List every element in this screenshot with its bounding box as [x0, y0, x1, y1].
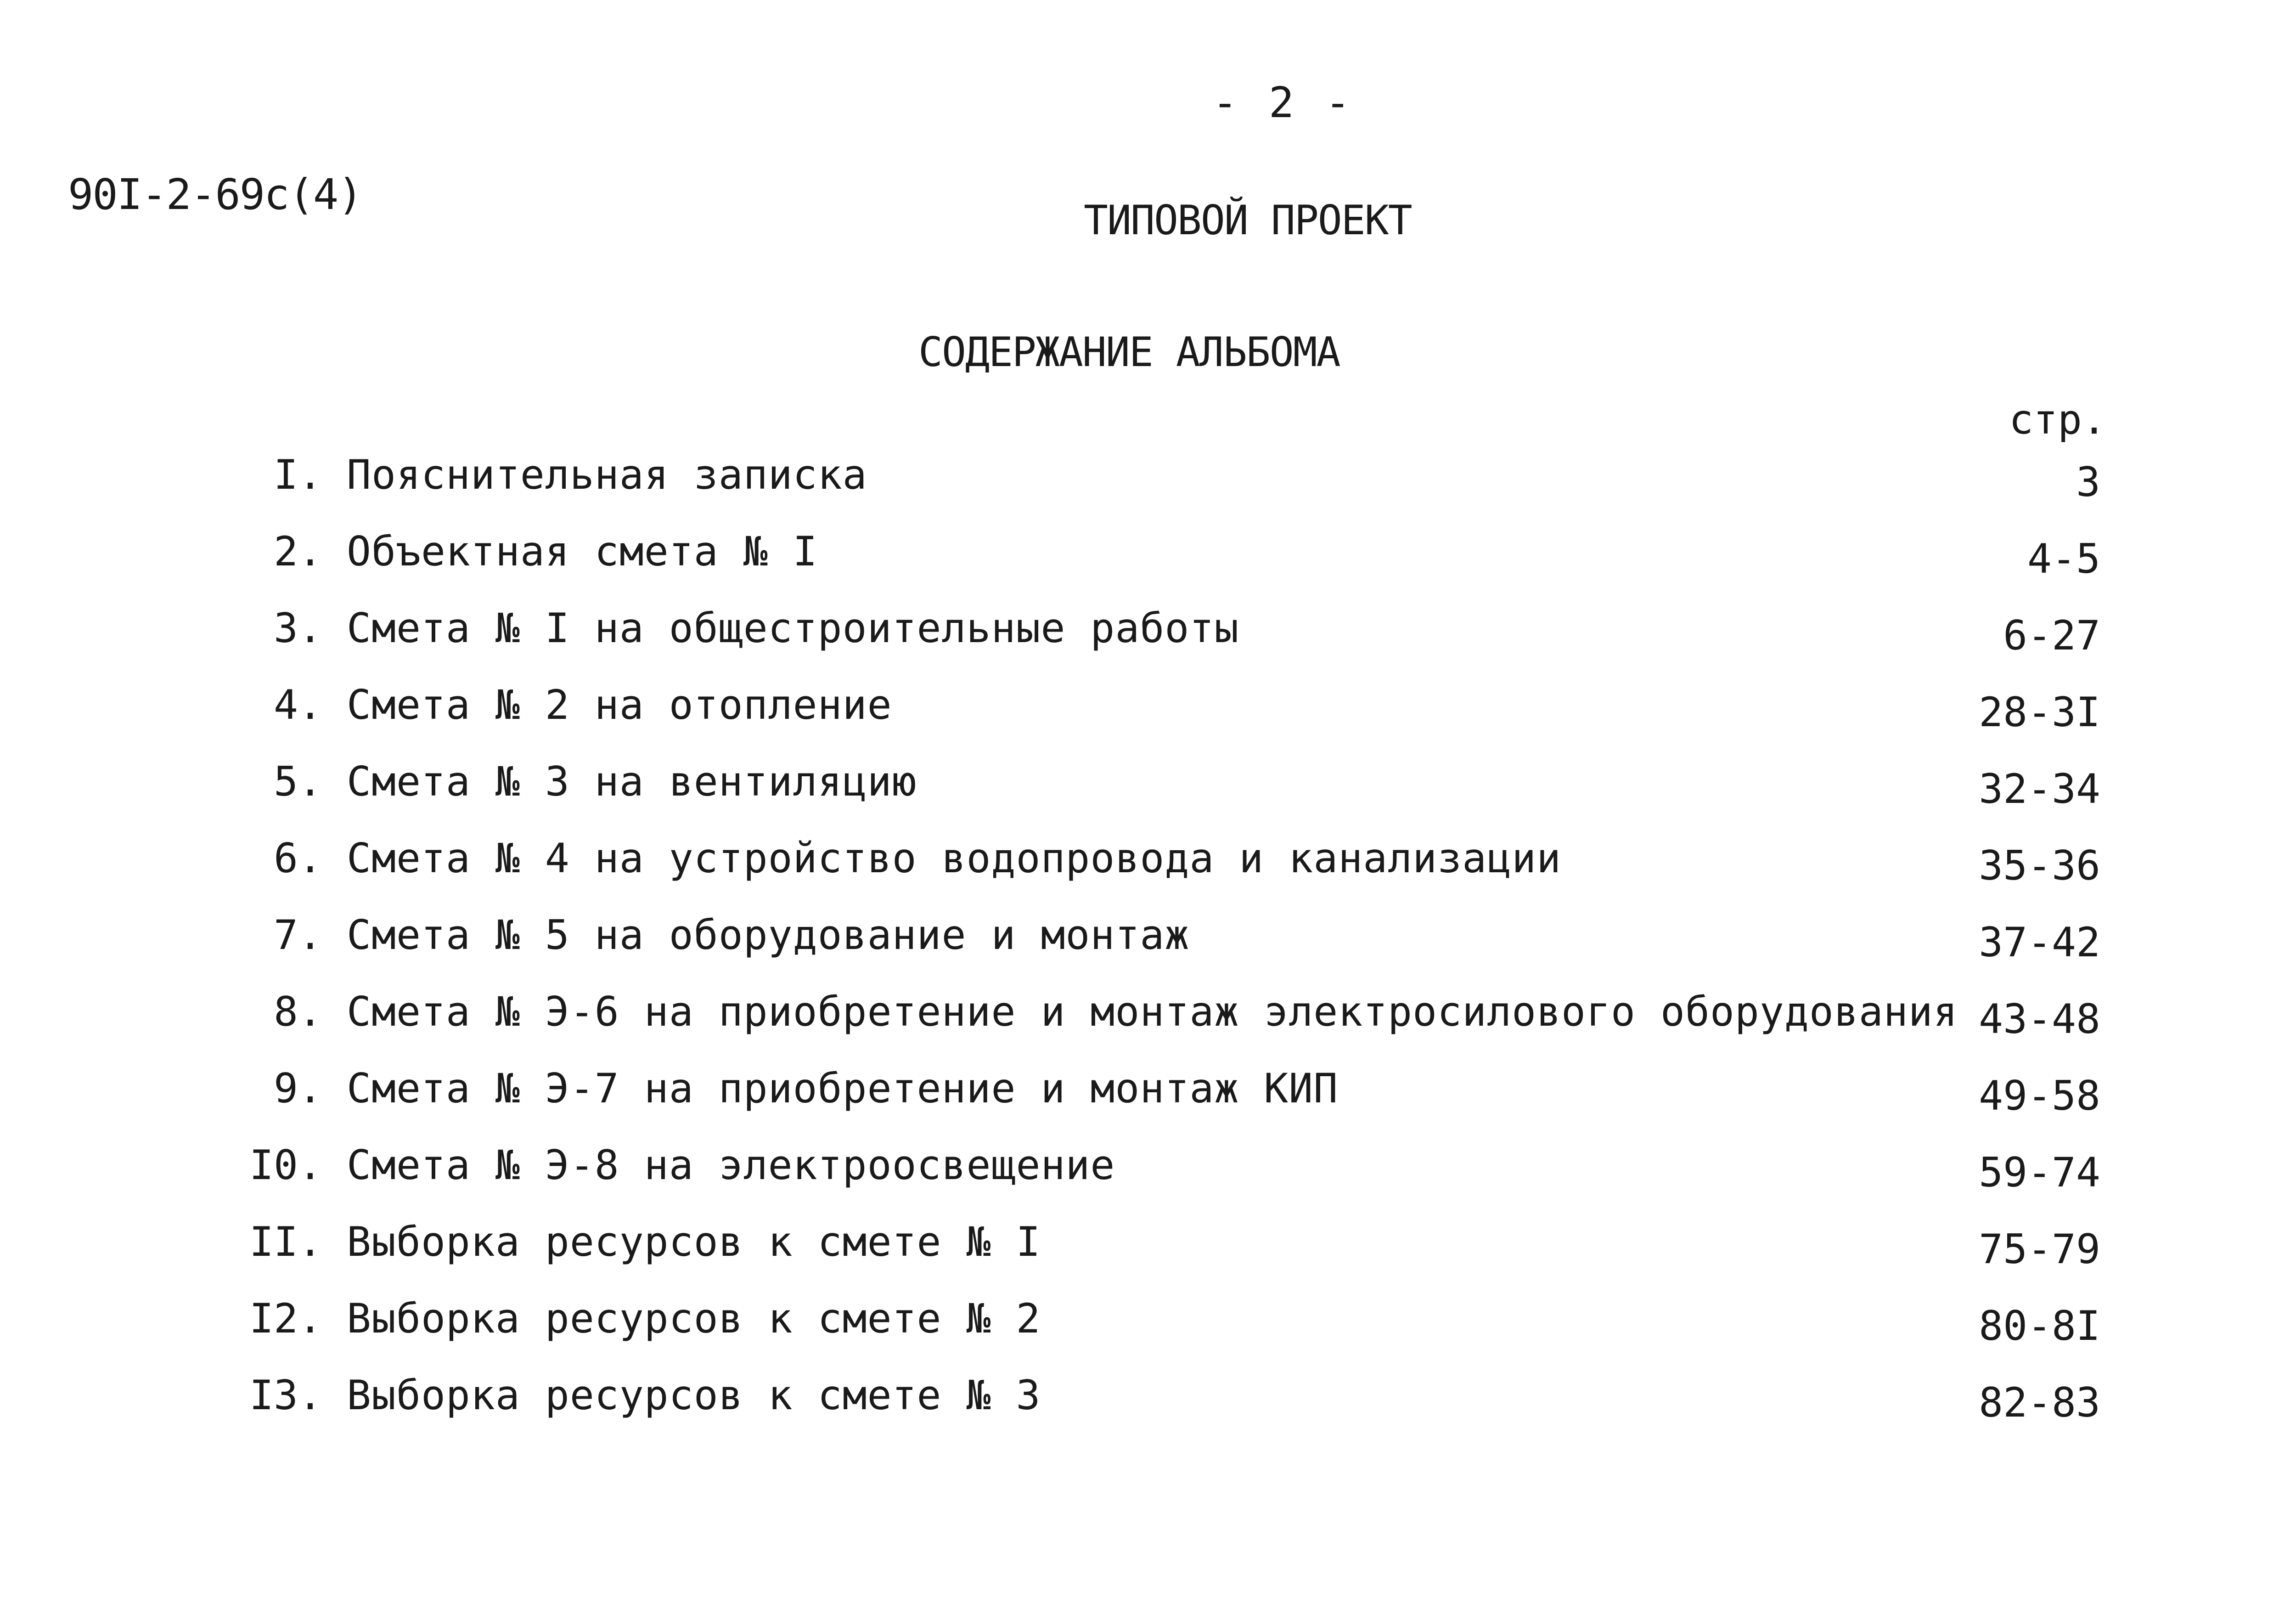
project-type-heading: ТИПОВОЙ ПРОЕКТ [1084, 197, 1412, 244]
toc-entry-number: 6. [274, 835, 322, 882]
toc-entry-number: 9. [274, 1065, 322, 1112]
toc-entry [0, 911, 2296, 992]
contents-title: СОДЕРЖАНИЕ АЛЬБОМА [918, 328, 1340, 376]
toc-entry-pages: 32-34 [1979, 765, 2100, 813]
toc-entry-pages: 6-27 [2003, 612, 2100, 659]
toc-entry-number: I. [274, 451, 322, 498]
toc-entry-number: I2. [249, 1295, 322, 1342]
toc-entry [0, 1295, 2296, 1375]
toc-entry-pages: 82-83 [1979, 1379, 2100, 1426]
toc-entry-pages: 59-74 [1979, 1149, 2100, 1196]
table-of-contents [0, 451, 2296, 1452]
toc-entry-number: 4. [274, 681, 322, 728]
page-column-label: стр. [2009, 396, 2106, 443]
toc-entry-title: Смета № I на общестроительные работы [347, 604, 1239, 652]
toc-entry-pages: 80-8I [1979, 1302, 2100, 1350]
toc-entry-pages: 37-42 [1979, 919, 2100, 966]
toc-entry-pages: 49-58 [1979, 1072, 2100, 1119]
toc-entry [0, 451, 2296, 531]
toc-entry-title: Пояснительная записка [347, 451, 867, 498]
toc-entry-pages: 3 [2076, 458, 2100, 506]
toc-entry [0, 758, 2296, 838]
toc-entry-title: Смета № 3 на вентиляцию [347, 758, 917, 805]
toc-entry [0, 604, 2296, 685]
toc-entry-pages: 43-48 [1979, 995, 2100, 1043]
toc-entry-title: Выборка ресурсов к смете № 3 [347, 1372, 1041, 1419]
toc-entry-number: 5. [274, 758, 322, 805]
toc-entry [0, 681, 2296, 762]
toc-entry-title: Выборка ресурсов к смете № I [347, 1218, 1041, 1265]
toc-entry-number: 8. [274, 988, 322, 1035]
toc-entry [0, 1065, 2296, 1145]
toc-entry-number: I3. [249, 1372, 322, 1419]
toc-entry-pages: 4-5 [2027, 535, 2100, 582]
toc-entry-pages: 75-79 [1979, 1225, 2100, 1273]
toc-entry-title: Выборка ресурсов к смете № 2 [347, 1295, 1041, 1342]
toc-entry-title: Объектная смета № I [347, 528, 818, 575]
toc-entry-pages: 35-36 [1979, 842, 2100, 889]
toc-entry-number: 7. [274, 911, 322, 959]
toc-entry-title: Смета № Э-7 на приобретение и монтаж КИП [347, 1065, 1339, 1112]
document-code: 90I-2-69с(4) [68, 170, 362, 219]
toc-entry-title: Смета № 5 на оборудование и монтаж [347, 911, 1190, 959]
toc-entry-number: I0. [249, 1141, 322, 1189]
toc-entry-title: Смета № 4 на устройство водопровода и канализации [347, 835, 1562, 882]
toc-entry-title: Смета № Э-6 на приобретение и монтаж электросилового оборудования [347, 988, 1958, 1035]
toc-entry-number: II. [249, 1218, 322, 1265]
toc-entry [0, 1141, 2296, 1222]
page-number: - 2 - [1212, 78, 1353, 127]
toc-entry [0, 988, 2296, 1068]
toc-entry [0, 835, 2296, 915]
toc-entry [0, 528, 2296, 608]
toc-entry [0, 1218, 2296, 1299]
toc-entry-number: 2. [274, 528, 322, 575]
toc-entry-pages: 28-3I [1979, 689, 2100, 736]
toc-entry [0, 1372, 2296, 1452]
toc-entry-title: Смета № 2 на отопление [347, 681, 892, 728]
toc-entry-number: 3. [274, 604, 322, 652]
toc-entry-title: Смета № Э-8 на электроосвещение [347, 1141, 1115, 1189]
